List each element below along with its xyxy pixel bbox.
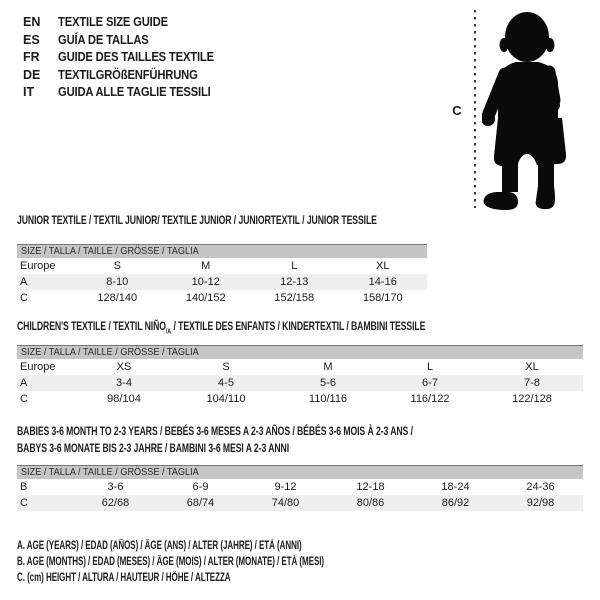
junior-table-title [17,212,377,234]
title-text: BABIES 3-6 MONTH TO 2-3 YEARS / BEBÉS 3-6 MESES A 2-3 AÑOS / BÉBÉS 3-6 MOIS À 2-3 ANS / [17,424,413,438]
cell-value: 128/140 [97,292,138,304]
cell-value: 104/110 [206,393,246,405]
table-header-bar [17,244,427,258]
cell-value: 80/86 [356,497,385,509]
cell-value: 8-10 [106,276,129,288]
lang-code: FR [23,50,40,64]
table-row [17,479,583,495]
cell-value: L [426,361,434,373]
cell-value: 74/80 [271,497,300,509]
row-label: Europe [20,260,56,272]
lang-code: DE [23,67,41,82]
baby-silhouette-icon [482,8,600,213]
table-header-bar [17,345,583,359]
row-label: A [20,377,28,389]
cell-value: S [222,361,230,373]
row-label: C [20,292,28,304]
measurement-legend [17,538,456,586]
lang-row-en [23,14,231,32]
table-header-label: SIZE / TALLA / TAILLE / GRÖSSE / TAGLIA [21,346,199,358]
title-text: BABYS 3-6 MONATE BIS 2-3 JAHRE / BAMBINI 3-6 MESI A 2-3 ANNI [17,440,290,455]
cell-value: 4-5 [218,377,234,389]
legend-line-c: C. (cm) HEIGHT / ALTURA / HAUTEUR / HÖHE / ALTEZZA [17,572,231,584]
lang-row-es [23,32,231,50]
cell-value: 62/68 [101,497,130,509]
lang-label: GUIDA ALLE TAGLIE TESSILI [58,85,211,99]
cell-value: 7-8 [524,377,540,389]
cell-value: 92/98 [526,497,555,509]
lang-row-de [23,67,231,85]
title-line [17,440,413,457]
cell-value: XL [376,260,390,272]
cell-value: 10-12 [191,276,220,288]
cell-value: 158/170 [362,292,403,304]
cell-value: 12-13 [280,276,309,288]
title-text: JUNIOR TEXTILE / TEXTIL JUNIOR/ TEXTILE JUNIOR / JUNIORTEXTIL / JUNIOR TESSILE [17,213,377,227]
lang-row-fr [23,49,231,67]
cell-value: S [113,260,121,272]
table-row [17,258,427,274]
row-label: A [20,276,28,288]
title-line [17,423,413,440]
cell-value: M [201,260,211,272]
cell-value: 18-24 [441,481,470,493]
cell-value: XL [525,361,539,373]
height-dotted-line [474,10,476,208]
lang-label: GUIDE DES TAILLES TEXTILE [58,50,214,64]
row-label: Europe [20,361,56,373]
cell-value: 9-12 [274,481,297,493]
cell-value: 152/158 [274,292,315,304]
children-size-table [17,345,583,407]
lang-code: IT [23,85,35,99]
junior-size-table [17,244,427,306]
cell-value: 24-36 [526,481,555,493]
language-guide-list [23,14,231,102]
lang-label: TEXTILGRÖßENFÜHRUNG [58,67,198,82]
legend-line-b: B. AGE (MONTHS) / EDAD (MESES) / ÂGE (MOIS) / ALTER (MONATE) / ETÀ (MESI) [17,556,325,568]
babies-size-table [17,465,583,511]
table-header-label: SIZE / TALLA / TAILLE / GRÖSSE / TAGLIA [21,245,199,257]
cell-value: L [291,260,298,272]
row-label: B [20,481,28,493]
lang-code: EN [23,15,41,29]
row-label: C [20,497,28,509]
height-measure-label: C [452,103,462,118]
table-row [17,290,427,306]
cell-value: 3-4 [116,377,132,389]
cell-value: 6-9 [192,481,209,493]
title-subscript: /A [165,326,172,336]
title-text: CHILDREN'S TEXTILE / TEXTIL NIÑO [17,319,166,333]
cell-value: 6-7 [422,377,438,389]
cell-value: XS [116,361,132,373]
cell-value: 14-16 [368,276,397,288]
table-row [17,274,427,290]
cell-value: 122/128 [512,393,552,405]
cell-value: 110/116 [308,393,348,405]
cell-value: 5-6 [320,377,336,389]
lang-label: TEXTILE SIZE GUIDE [58,15,168,29]
cell-value: 12-18 [356,481,385,493]
legend-line-a: A. AGE (YEARS) / EDAD (AÑOS) / ÂGE (ANS) / ALTER (JAHRE) / ETÀ (ANNI) [17,540,302,552]
lang-row-it [23,84,231,102]
lang-label: GUÍA DE TALLAS [58,32,149,47]
cell-value: 68/74 [186,497,215,509]
table-header-bar [17,465,583,479]
cell-value: 116/122 [410,393,450,405]
cell-value: 140/152 [185,292,226,304]
table-header-label: SIZE / TALLA / TAILLE / GRÖSSE / TAGLIA [21,466,199,478]
cell-value: 98/104 [107,393,141,405]
children-table-title [17,318,425,340]
cell-value: 3-6 [107,481,124,493]
table-row [17,495,583,511]
babies-table-title [17,423,413,456]
table-row [17,359,583,375]
lang-code: ES [23,32,40,47]
row-label: C [20,393,28,405]
table-row [17,391,583,407]
title-text: / TEXTILE DES ENFANTS / KINDERTEXTIL / BAMBINI TESSILE [171,319,426,333]
table-row [17,375,583,391]
cell-value: M [323,361,333,373]
cell-value: 86/92 [441,497,470,509]
